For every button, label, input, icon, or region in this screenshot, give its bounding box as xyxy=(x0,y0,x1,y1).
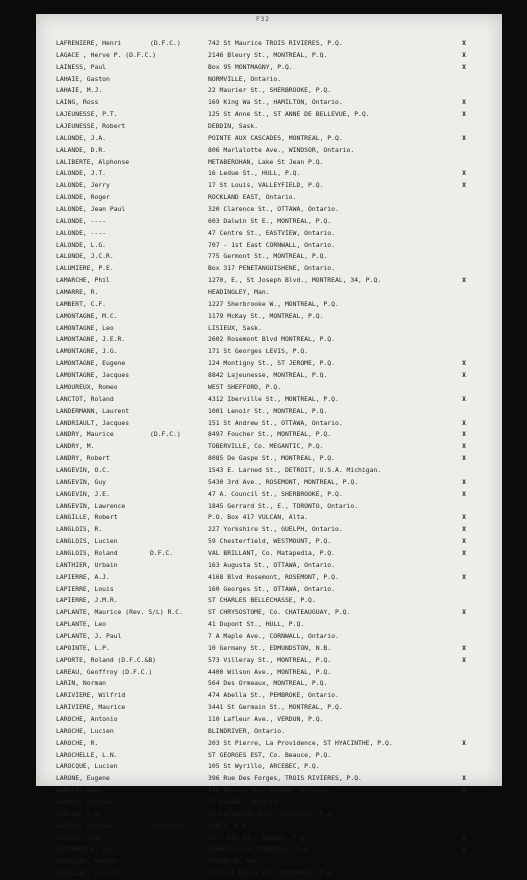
entry-name: LAING, Ross xyxy=(56,98,99,107)
list-item xyxy=(36,251,502,263)
entry-name: LAVALLEE, Laurent xyxy=(56,869,122,878)
entry-address: Box 95 MONTMAGNY, P.Q. xyxy=(208,62,293,71)
entry-address: ST GEORGES EST, Co. Beauce, P.Q. xyxy=(208,750,332,759)
entry-address: 1251 St Denis St., MONTREAL, P.Q. xyxy=(208,869,335,878)
punch-hole xyxy=(17,724,28,735)
entry-mark: X xyxy=(462,133,466,142)
list-item xyxy=(36,263,502,275)
entry-name: LANGEVIN, Lawrence xyxy=(56,501,126,510)
entry-note: (D.F.C.) xyxy=(150,39,181,47)
list-item xyxy=(36,833,502,845)
entry-name: LAHAIE, M.J. xyxy=(56,86,103,95)
list-item xyxy=(36,406,502,418)
entry-name: LALIBERTE, Alphonse xyxy=(56,157,130,166)
list-item xyxy=(36,121,502,133)
entry-address: HEADINGLEY, Man. xyxy=(208,288,270,297)
entry-name: LAMONTAGNE, Jacques xyxy=(56,371,130,380)
list-item xyxy=(36,785,502,797)
list-item xyxy=(36,714,502,726)
list-item xyxy=(36,501,502,513)
list-item xyxy=(36,702,502,714)
entry-name: LANDERMANN, Laurent xyxy=(56,406,130,415)
list-item xyxy=(36,690,502,702)
entry-address: 203 St Pierre, La Providence, ST HYACINTHE, P.Q. xyxy=(208,738,393,747)
entry-mark: X xyxy=(462,525,466,534)
list-item xyxy=(36,595,502,607)
entry-name: LALONDE, J.A. xyxy=(56,133,107,142)
entry-address: 171 St Georges LEVIS, P.Q. xyxy=(208,347,309,356)
entry-address: 7 A Maple Ave., CORNWALL, Ontario. xyxy=(208,631,339,640)
entry-mark: X xyxy=(462,489,466,498)
entry-name: LANGEVIN, Guy xyxy=(56,477,107,486)
entry-name: LAVALLEE, Herman xyxy=(56,857,118,866)
entry-name: LANGLOIS, Lucien xyxy=(56,537,118,546)
list-item xyxy=(36,738,502,750)
entry-address: 564 Des Ormeaux, MONTREAL, P.Q. xyxy=(208,679,328,688)
list-item xyxy=(36,74,502,86)
entry-address: 1179 McKay St., MONTREAL, P.Q. xyxy=(208,311,324,320)
entry-name: LAMBERT, C.F. xyxy=(56,299,107,308)
entry-address: 16 Ledue St., HULL, P.Q. xyxy=(208,169,301,178)
entry-name: LARIN, Norman xyxy=(56,679,107,688)
entry-address: 160 Georges St., OTTAWA, Ontario. xyxy=(208,584,335,593)
entry-address: POINTE AUX CASCADES, MONTREAL, P.Q. xyxy=(208,133,343,142)
list-item xyxy=(36,109,502,121)
list-item xyxy=(36,334,502,346)
entry-address: BLINDRIVER, Ontario. xyxy=(208,726,285,735)
list-item xyxy=(36,797,502,809)
entry-address: Box 317 PENETANGUISHENE, Ontario. xyxy=(208,264,335,273)
entry-address: 169 King Wa St., HAMILTON, Ontario. xyxy=(208,98,343,107)
entry-name: LANGEVIN, O.C. xyxy=(56,465,110,474)
entry-address: 10 Germany St., EDMUNDSTON, N.B. xyxy=(208,643,332,652)
entry-mark: X xyxy=(462,394,466,403)
entry-name: LAROSE, Geo xyxy=(56,786,99,795)
list-item xyxy=(36,50,502,62)
list-item xyxy=(36,370,502,382)
entry-address: 573 Villeray St., MONTREAL, P.Q. xyxy=(208,655,332,664)
entry-name: LAPORTE, Roland (D.F.C.&B) xyxy=(56,655,157,664)
list-item xyxy=(36,607,502,619)
list-item xyxy=(36,560,502,572)
name-address-list xyxy=(36,38,502,880)
entry-address: 22 Maurier St., SHERBROOKE, P.Q. xyxy=(208,86,332,95)
entry-address: 8842 Lajeunesse, MONTREAL, P.Q. xyxy=(208,371,328,380)
list-item xyxy=(36,524,502,536)
entry-address: 163 Augusta St., OTTAWA, Ontario. xyxy=(208,560,335,569)
entry-mark: X xyxy=(462,371,466,380)
entry-name: LAROCQUE, Lucien xyxy=(56,762,118,771)
list-item xyxy=(36,465,502,477)
entry-mark: X xyxy=(462,608,466,617)
entry-address: 1001 Lenoir St., MONTREAL, P.Q. xyxy=(208,406,328,415)
entry-address: 603 Dalwin St E., MONTREAL, P.Q. xyxy=(208,216,332,225)
entry-name: LAJEUNESSE, P.T. xyxy=(56,110,118,119)
entry-mark: X xyxy=(462,442,466,451)
entry-address: 806 Marlalotte Ave., WINDSOR, Ontario. xyxy=(208,145,355,154)
entry-address: LISIEUX, Sask. xyxy=(208,323,262,332)
entry-name: LAROCHE, Antonio xyxy=(56,714,118,723)
entry-address: 125 St Anne St., ST ANNE DE BELLEVUE, P.Q. xyxy=(208,110,370,119)
entry-name: LAROSE, Charles xyxy=(56,798,114,806)
list-item xyxy=(36,726,502,738)
list-item xyxy=(36,856,502,868)
list-item xyxy=(36,667,502,679)
entry-address: ST CHARLES BELLECHASSE, P.Q. xyxy=(208,596,316,605)
entry-name: LAPLANTE, Maurice (Rev. S/L) R.C. xyxy=(56,608,183,617)
entry-name: LALONDE, Jerry xyxy=(56,181,110,190)
entry-address: STARBUCK, Man. xyxy=(208,857,262,866)
entry-name: LANDRY, M. xyxy=(56,442,95,451)
entry-name: LANGLOIS, R. xyxy=(56,525,103,534)
entry-name: LALONDE, ---- xyxy=(56,228,107,237)
list-item xyxy=(36,572,502,584)
entry-address: 474 Abella St., PEMBROKE, Ontario. xyxy=(208,691,339,700)
entry-mark: X xyxy=(462,169,466,178)
entry-name: LAPOINTE, L.P. xyxy=(56,643,110,652)
entry-name: LAMARRE, R. xyxy=(56,288,99,297)
entry-mark: X xyxy=(462,454,466,463)
list-item xyxy=(36,655,502,667)
entry-address: 3441 St Germain St., MONTREAL, P.Q. xyxy=(208,703,343,712)
entry-name: LAHAIE, Gaston xyxy=(56,74,110,83)
entry-name: LAPIERRE, A.J. xyxy=(56,572,110,581)
entry-address: 1227 Sherbrooke W., MONTREAL, P.Q. xyxy=(208,299,339,308)
entry-address: 124 Montigny St., ST JEROME, P.Q. xyxy=(208,359,335,368)
entry-address: 8085 De Gaspe St., MONTREAL, P.Q. xyxy=(208,454,335,463)
list-item xyxy=(36,275,502,287)
entry-mark: X xyxy=(462,786,466,795)
list-item xyxy=(36,311,502,323)
entry-name: LANCTOT, Roland xyxy=(56,394,114,403)
list-item xyxy=(36,228,502,240)
entry-address: 227 Yorkshire St., GUELPH, Ontario. xyxy=(208,525,343,534)
entry-name: LAJEUNESSE, Robert xyxy=(56,122,126,131)
entry-note: D.F.C. xyxy=(150,548,174,557)
list-item xyxy=(36,133,502,145)
entry-mark: X xyxy=(462,774,466,783)
entry-address: 396 Rue Des Forges, TROIS RIVIERES, P.Q. xyxy=(208,774,362,783)
list-item xyxy=(36,145,502,157)
entry-address: 742 St Maurice TROIS RIVIERES, P.Q. xyxy=(208,39,343,47)
entry-name: LANTHIER, Urbain xyxy=(56,560,118,569)
list-item xyxy=(36,429,502,441)
entry-mark: X xyxy=(462,39,466,47)
entry-name: LAPLANTE, Leo xyxy=(56,620,107,629)
entry-name: LAROCHE, Lucien xyxy=(56,726,114,735)
list-item xyxy=(36,619,502,631)
entry-address: 4312 Iberville St., MONTREAL, P.Q. xyxy=(208,394,339,403)
entry-address: 105 St Wyrillo, ARCEBEC, P.Q. xyxy=(208,762,320,771)
list-item xyxy=(36,157,502,169)
entry-mark: X xyxy=(462,572,466,581)
entry-mark: X xyxy=(462,513,466,522)
entry-name: LALONDE, Jean Paul xyxy=(56,205,126,214)
entry-name: LAMONTAGNE, J.E.R. xyxy=(56,335,126,344)
entry-name: LANDRY, Robert xyxy=(56,454,110,463)
list-item xyxy=(36,323,502,335)
list-item xyxy=(36,868,502,880)
entry-address: 71 - 6th St., QUEBEC, P.Q. xyxy=(208,833,309,842)
list-item xyxy=(36,394,502,406)
list-item xyxy=(36,548,502,560)
entry-mark: X xyxy=(462,477,466,486)
entry-name: LARIVIERE, Wilfrid xyxy=(56,691,126,700)
entry-name: LARSON, O.A. xyxy=(56,809,103,818)
entry-mark: X xyxy=(462,181,466,190)
entry-address: P.O. Box 417 VULCAN, Alta. xyxy=(208,513,309,522)
document-page xyxy=(36,14,502,878)
entry-name: LANGLOIS, Roland xyxy=(56,548,118,557)
list-item xyxy=(36,821,502,833)
list-item xyxy=(36,584,502,596)
entry-name: LAMONTAGNE, M.C. xyxy=(56,311,118,320)
entry-mark: X xyxy=(462,98,466,107)
list-item xyxy=(36,299,502,311)
entry-name: LANGILLE, Robert xyxy=(56,513,118,522)
entry-mark: X xyxy=(462,276,466,285)
entry-address: VAL BRILLANT, Co. Matapedia, P.Q. xyxy=(208,548,335,557)
list-item xyxy=(36,192,502,204)
entry-mark: X xyxy=(462,50,466,59)
punch-hole xyxy=(17,52,28,63)
entry-address: 1270, E., St Joseph Blvd., MONTREAL, 34, P.Q. xyxy=(208,276,382,285)
entry-name: LANGEVIN, J.E. xyxy=(56,489,110,498)
list-item xyxy=(36,97,502,109)
entry-address: 707 - 1st East CORNWALL, Ontario. xyxy=(208,240,335,249)
entry-name: LALONDE, J.C.R. xyxy=(56,252,114,261)
entry-address: 1543 E. Larned St., DETROIT, U.S.A. Michigan. xyxy=(208,465,382,474)
entry-name: LAMONTAGNE, Eugene xyxy=(56,359,126,368)
entry-address: 775 Germont St., MONTREAL, P.Q. xyxy=(208,252,328,261)
list-item xyxy=(36,453,502,465)
entry-address: 41 Dupont St., HULL, P.Q. xyxy=(208,620,305,629)
list-item xyxy=(36,358,502,370)
list-item xyxy=(36,382,502,394)
entry-note: (D.F.C.) xyxy=(150,430,181,439)
entry-name: LARONE, Eugene xyxy=(56,774,110,783)
entry-name: LAMOUREUX, Romeo xyxy=(56,382,118,391)
entry-mark: X xyxy=(462,537,466,546)
entry-address: 320 Clarence St., OTTAWA, Ontario. xyxy=(208,205,339,214)
entry-name: LALONDE, L.G. xyxy=(56,240,107,249)
entry-name: LATOUR, Jean xyxy=(56,833,103,842)
entry-mark: X xyxy=(462,643,466,652)
entry-mark: X xyxy=(462,655,466,664)
list-item xyxy=(36,168,502,180)
entry-address: METABEROHAN, Lake St Jean P.Q. xyxy=(208,157,324,166)
entry-address: 2146 Bleury St., MONTREAL, P.Q. xyxy=(208,50,328,59)
entry-address: SOREL, P.Q. xyxy=(208,821,251,830)
entry-name: LATOURELLE, Guy xyxy=(56,845,114,854)
entry-mark: X xyxy=(462,418,466,427)
entry-name: LALONDE, J.T. xyxy=(56,169,107,178)
list-item xyxy=(36,85,502,97)
entry-address: 5430 3rd Ave., ROSEMONT, MONTREAL, P.Q. xyxy=(208,477,359,486)
entry-name: LAPLANTE, J. Paul xyxy=(56,631,122,640)
entry-name: LAROCHE, R. xyxy=(56,738,99,747)
entry-address: 151 St Andrew St., OTTAWA, Ontario. xyxy=(208,418,343,427)
entry-address: 148 Nelson St., OTTAWA, Ontario. xyxy=(208,786,332,795)
list-item xyxy=(36,441,502,453)
entry-mark: X xyxy=(462,548,466,557)
entry-mark: X xyxy=(462,430,466,439)
list-item xyxy=(36,773,502,785)
entry-address: 52 Lafayette Ave., MONTREAL, P.Q. xyxy=(208,809,335,818)
entry-address: 5068 Rivard, MONTREAL, P.Q. xyxy=(208,845,312,854)
entry-name: LAMARCHE, Phil xyxy=(56,276,110,285)
entry-name: LAINESS, Paul xyxy=(56,62,107,71)
list-item xyxy=(36,631,502,643)
entry-address: 8497 Foucher St., MONTREAL, P.Q. xyxy=(208,430,332,439)
list-item xyxy=(36,346,502,358)
entry-name: LAGACE , Herve P. (D.F.C.) xyxy=(56,50,157,59)
entry-name: LAREAU, Geoffroy (D.F.C.) xyxy=(56,667,153,676)
list-item xyxy=(36,240,502,252)
list-item xyxy=(36,536,502,548)
entry-name: LALANDE, D.R. xyxy=(56,145,107,154)
entry-address: 17 St Louis, VALLEYFIELD, P.Q. xyxy=(208,181,324,190)
list-item xyxy=(36,418,502,430)
entry-name: LALONDE, ---- xyxy=(56,216,107,225)
entry-address: ST EUGENE, Ontario. xyxy=(208,798,282,806)
list-item xyxy=(36,204,502,216)
entry-mark: X xyxy=(462,62,466,71)
list-item xyxy=(36,761,502,773)
entry-name: LATOUR, Antoine xyxy=(56,821,114,830)
list-item xyxy=(36,287,502,299)
entry-address: 4168 Blvd Rosemont, ROSEMONT, P.Q. xyxy=(208,572,339,581)
entry-address: 4400 Wilson Ave., MONTREAL, P.Q. xyxy=(208,667,332,676)
entry-name: LALONDE, Roger xyxy=(56,193,110,202)
list-item xyxy=(36,512,502,524)
entry-name: LAROCHELLE, L.N. xyxy=(56,750,118,759)
entry-name: LALUMIERE, P.E. xyxy=(56,264,114,273)
entry-address: ST CHRYSOSTOME, Co. CHATEAUGUAY, P.Q. xyxy=(208,608,351,617)
list-item xyxy=(36,750,502,762)
list-item xyxy=(36,180,502,192)
list-item xyxy=(36,643,502,655)
list-item xyxy=(36,489,502,501)
list-item xyxy=(36,477,502,489)
list-item xyxy=(36,678,502,690)
entry-name: LANDRY, Maurice xyxy=(56,430,114,439)
entry-name: LAPIERRE, Louis xyxy=(56,584,114,593)
entry-name: LAMONTAGNE, Leo xyxy=(56,323,114,332)
list-item xyxy=(36,38,502,50)
entry-name: LAPIERRE, J.M.R. xyxy=(56,596,118,605)
entry-mark: X xyxy=(462,738,466,747)
entry-note: (Dentiste) xyxy=(150,821,189,830)
entry-address: 47 A. Council St., SHERBROOKE, P.Q. xyxy=(208,489,343,498)
entry-mark: X xyxy=(462,833,466,842)
entry-address: TOBERVILLE, Co. MEGANTIC, P.Q. xyxy=(208,442,324,451)
entry-address: 59 Chesterfield, WESTMOUNT, P.Q. xyxy=(208,537,332,546)
list-item xyxy=(36,809,502,821)
list-item xyxy=(36,216,502,228)
list-item xyxy=(36,62,502,74)
entry-name: LARIVIERE, Maurice xyxy=(56,703,126,712)
entry-name: LAMONTAGNE, J.G. xyxy=(56,347,118,356)
entry-address: ROCKLAND EAST, Ontario. xyxy=(208,193,297,202)
list-item xyxy=(36,844,502,856)
entry-address: DEBDIN, Sask. xyxy=(208,122,259,131)
entry-mark: X xyxy=(462,110,466,119)
entry-address: NORMVILLE, Ontario. xyxy=(208,74,282,83)
entry-name: LAFRENIERE, Henri xyxy=(56,39,122,47)
page-header-mark: F32 xyxy=(256,16,270,23)
entry-address: 47 Centre St., EASTVIEW, Ontario. xyxy=(208,228,335,237)
entry-address: WEST SHEFFORD, P.Q. xyxy=(208,382,282,391)
entry-mark: X xyxy=(462,845,466,854)
entry-mark: X xyxy=(462,359,466,368)
entry-address: 110 Lafleur Ave., VERDUN, P.Q. xyxy=(208,714,324,723)
entry-name: LANDRIAULT, Jacques xyxy=(56,418,130,427)
entry-address: 1845 Gerrard St., E., TORONTO, Ontario. xyxy=(208,501,359,510)
entry-address: 2602 Rosemont Blvd MONTREAL, P.Q. xyxy=(208,335,335,344)
